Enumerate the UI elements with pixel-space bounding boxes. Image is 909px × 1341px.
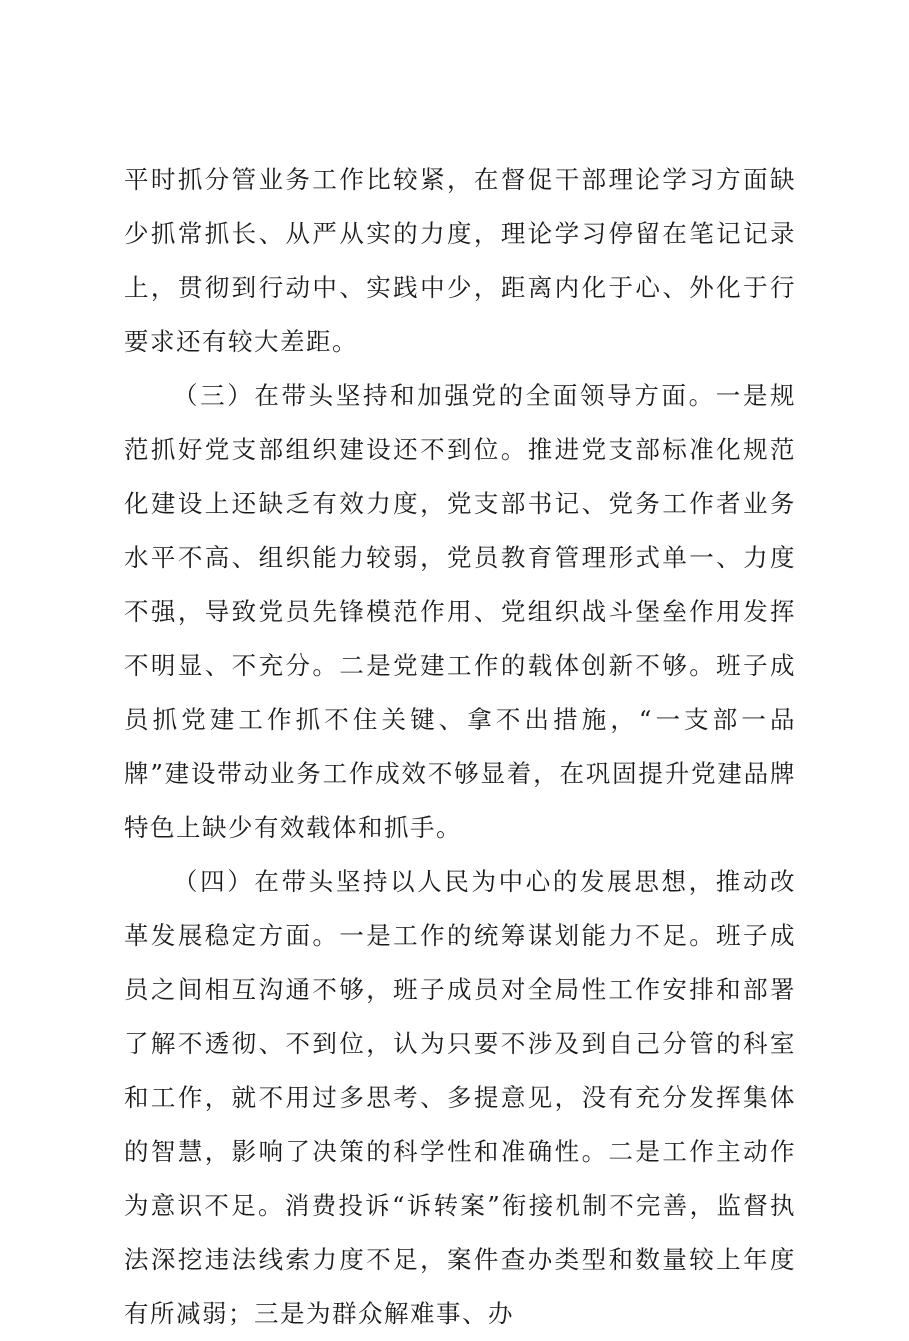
document-body [124, 153, 796, 1341]
paragraph-continuation: 平时抓分管业务工作比较紧，在督促干部理论学习方面缺少抓常抓长、从严从实的力度，理论学习停留在笔记记录上，贯彻到行动中、实践中少，距离内化于心、外化于行要求还有较大差距。 [124, 165, 796, 356]
paragraph-section-three: （三）在带头坚持和加强党的全面领导方面。一是规范抓好党支部组织建设还不到位。推进党支部标准化规范化建设上还缺乏有效力度，党支部书记、党务工作者业务水平不高、组织能力较弱，党员教育管理形式单一、力度不强，导致党员先锋模范作用、党组织战斗堡垒作用发挥不明显、不充分。二是党建工作的载体创新不够。班子成员抓党建工作抓不住关键、拿不出措施，“一支部一品牌”建设带动业务工作成效不够显着，在巩固提升党建品牌特色上缺少有效载体和抓手。 [124, 381, 796, 842]
paragraph-section-four: （四）在带头坚持以人民为中心的发展思想，推动改革发展稳定方面。一是工作的统筹谋划能力不足。班子成员之间相互沟通不够，班子成员对全局性工作安排和部署了解不透彻、不到位，认为只要不涉及到自己分管的科室和工作，就不用过多思考、多提意见，没有充分发挥集体的智慧，影响了决策的科学性和准确性。二是工作主动作为意识不足。消费投诉“诉转案”衔接机制不完善，监督执法深挖违法线索力度不足，案件查办类型和数量较上年度有所减弱；三是为群众解难事、办 [124, 867, 796, 1328]
